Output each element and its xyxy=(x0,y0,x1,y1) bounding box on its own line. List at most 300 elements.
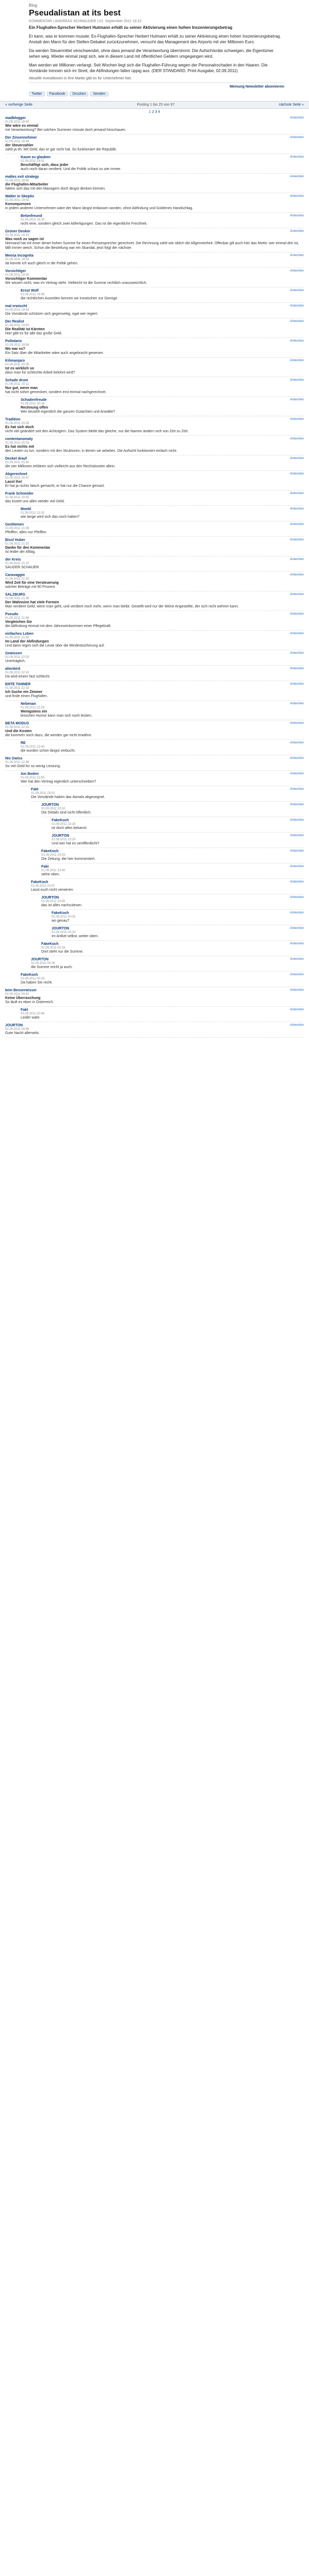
comment-author[interactable]: Gentlemen xyxy=(5,523,24,527)
comment-meta xyxy=(41,942,304,946)
comment-author[interactable]: kein Besserwisser xyxy=(5,989,37,992)
comment-date: 01.09.2011 19:44 xyxy=(5,309,29,312)
comment-meta xyxy=(5,116,304,121)
section-label: Blog xyxy=(29,3,38,8)
print-button[interactable]: Drucken xyxy=(70,92,88,96)
comment-body: wo genau? xyxy=(52,919,70,923)
reply-link[interactable]: Antworten xyxy=(289,850,304,853)
comment-author[interactable]: Der Zinsennehmer xyxy=(5,136,37,140)
comment-author[interactable]: Fakt xyxy=(31,788,39,791)
reply-link[interactable]: Antworten xyxy=(289,788,304,791)
reply-link[interactable]: Antworten xyxy=(289,289,304,292)
comment-meta xyxy=(5,667,304,671)
comment-body: Im Artikel selbst, weiter oben. xyxy=(52,935,99,938)
comment-date: 01.09.2011 19:02 xyxy=(5,199,29,202)
comment xyxy=(31,879,304,894)
comment xyxy=(5,252,304,268)
reply-link[interactable]: Antworten xyxy=(289,379,304,382)
comment-meta xyxy=(52,926,304,931)
comment-date: 01.09.2011 23:40 xyxy=(41,869,66,872)
comment-author[interactable]: Vorsichtiger xyxy=(5,269,26,273)
reply-link[interactable]: Antworten xyxy=(289,214,304,217)
comment-date: 01.09.2011 21:22 xyxy=(5,562,29,565)
comment-author[interactable]: Fakt xyxy=(41,865,49,869)
comment xyxy=(5,720,304,740)
comment-meta xyxy=(5,135,304,140)
comment xyxy=(5,416,304,436)
comment-author[interactable]: JOURTON xyxy=(52,834,70,838)
reply-link[interactable]: Antworten xyxy=(289,973,304,976)
comment-date: 01.09.2011 20:11 xyxy=(5,383,29,386)
reply-link[interactable]: Antworten xyxy=(289,156,304,159)
comment-title: Nur gut, wenn man xyxy=(5,386,38,390)
comment-date: 01.09.2011 20:47 xyxy=(5,477,29,480)
comment-body: Wer bezahlt eigentlich die ganzen Gutachten und Anwälte? xyxy=(21,410,116,414)
comment-title: Was noch zu sagen ist xyxy=(5,238,44,241)
comment xyxy=(41,863,304,879)
comment xyxy=(5,631,304,650)
comment-date: 01.09.2011 23:47 xyxy=(31,885,55,888)
comment-author[interactable]: einfaches Leben xyxy=(5,632,34,636)
comment-author[interactable]: Tradition xyxy=(5,418,21,421)
comment-body: Er hat ja nichts falsch gemacht, er hat nur die Chance genutzt. xyxy=(5,484,105,488)
comment-date: 01.09.2011 21:02 xyxy=(21,512,45,515)
comment-meta xyxy=(5,988,304,993)
reply-link[interactable]: Antworten xyxy=(289,1008,304,1011)
comment-title: Ich Suche ein Zimmer xyxy=(5,690,43,694)
comment-meta xyxy=(5,229,304,234)
comment-meta xyxy=(5,472,304,477)
comment xyxy=(21,506,304,521)
send-button[interactable]: Senden xyxy=(90,92,108,96)
comment-title: Vergleichen Sie xyxy=(5,620,32,624)
comment xyxy=(41,802,304,817)
reply-link[interactable]: Antworten xyxy=(289,304,304,308)
reply-link[interactable]: Antworten xyxy=(289,683,304,686)
reply-link[interactable]: Antworten xyxy=(289,230,304,233)
comment xyxy=(5,303,304,318)
comment-author[interactable]: JOURTON xyxy=(5,1024,23,1027)
comment-body: und finde einen Flughafen. xyxy=(5,694,48,698)
comment xyxy=(21,287,304,303)
comment-body: zahlt ja eh. Mit Geld, das er gar nicht hat. So funktioniert die Republik. xyxy=(5,148,117,151)
comment-author[interactable]: Nebenan xyxy=(21,702,36,706)
reply-link[interactable]: Antworten xyxy=(289,803,304,806)
comment-author[interactable]: Caravaggio xyxy=(5,573,25,577)
comment-author[interactable]: Fakt xyxy=(21,1008,28,1012)
comment xyxy=(5,358,304,377)
comment-body: das kostet uns allen wieder viel Geld. xyxy=(5,500,65,503)
comment-meta xyxy=(41,803,304,807)
reply-link[interactable]: Antworten xyxy=(289,896,304,899)
reply-link[interactable]: Antworten xyxy=(289,819,304,822)
comment-body: Niemand hat mit einer derart hohen Summe für einen Pressesprecher gerechnet. Die Rechnung zahlt wie üblich die Allgemeinheit. Offenbar gilt auch hier das Motto: wer einmal drin ist, fällt immer weich. Schon die Bestellung war ein Skandal, jetzt folgt der nächste. xyxy=(5,242,299,250)
reply-link[interactable]: Antworten xyxy=(289,538,304,541)
comment-body: Pfeiffen, alles nur Pfeiffen. xyxy=(5,531,47,534)
comment-author[interactable]: Betonfreund xyxy=(21,214,42,218)
reply-link[interactable]: Antworten xyxy=(289,320,304,323)
comment-body: SAUDER SCHAUER xyxy=(5,566,39,569)
comment-meta xyxy=(21,741,304,745)
comment xyxy=(52,817,304,833)
comment-author[interactable]: Pollotario xyxy=(5,340,22,343)
comment-author[interactable]: JOURTON xyxy=(31,958,49,961)
comment-date: 02.09.2011 00:03 xyxy=(52,916,76,919)
comment-author[interactable]: Mensa Incognita xyxy=(5,254,34,258)
comment xyxy=(5,436,304,455)
reply-link[interactable]: Antworten xyxy=(289,573,304,577)
comment-author[interactable]: FakeKoch xyxy=(41,942,59,946)
reply-link[interactable]: Antworten xyxy=(289,437,304,440)
comment-author[interactable]: madblogger xyxy=(5,116,26,120)
comment-body: Ein Satz über die Mitarbeiter wäre auch angebracht gewesen. xyxy=(5,351,104,355)
reply-link[interactable]: Antworten xyxy=(289,880,304,884)
comment xyxy=(21,397,304,416)
comment xyxy=(5,455,304,471)
reply-link[interactable]: Antworten xyxy=(289,1024,304,1027)
article-paragraph: Er kann, was er kommen musste: Ex-Flughafen-Sprecher Herbert Hutmann erhält zu seiner Aktivierung einen hohen Inszenierungsbetrag. Anstatt den Mann für den Stellen-Debakel zurückzunehmen, versucht das Management des Airports mit vier Millionen Euro. xyxy=(29,34,281,44)
comment xyxy=(5,755,304,771)
reply-link[interactable]: Antworten xyxy=(289,340,304,343)
comment-date: 01.09.2011 23:02 xyxy=(31,792,55,795)
comment-author[interactable]: Grüner Denker xyxy=(5,230,31,233)
comment-title: Wo war es? xyxy=(5,347,25,351)
comment-author[interactable]: FakeKoch xyxy=(31,880,48,884)
comment xyxy=(5,193,304,213)
comment-title: Wird Zeit für eine Versteuerung xyxy=(5,581,59,585)
comment-date: 02.09.2011 00:26 xyxy=(31,962,55,965)
comment-author[interactable]: Am Boden xyxy=(21,772,39,776)
comment xyxy=(5,228,304,252)
reply-link[interactable]: Antworten xyxy=(289,834,304,837)
comment-title: Keine Überraschung xyxy=(5,996,41,1000)
comment-date: 01.09.2011 18:44 xyxy=(5,140,29,143)
comment-body: In jedem anderen Unternehmen wäre der Mann längst entlassen worden, ohne Abfindung und Goldenen Handschlag. xyxy=(5,207,193,210)
comment-date: 01.09.2011 22:03 xyxy=(5,656,29,659)
article-headline: Pseudalistan at its best xyxy=(29,9,121,18)
comment-date: 01.09.2011 20:40 xyxy=(5,461,29,464)
comment-date: 02.09.2011 00:56 xyxy=(5,1028,29,1031)
comment xyxy=(31,786,304,802)
comment-meta xyxy=(5,557,304,562)
comment-body: die kommen noch dazu, die werden gar nicht erwähnt. xyxy=(5,734,92,737)
reply-link[interactable]: Antworten xyxy=(289,757,304,760)
comment-date: 01.09.2011 23:18 xyxy=(52,823,76,826)
reply-link[interactable]: Antworten xyxy=(289,418,304,421)
reply-link[interactable]: Antworten xyxy=(289,958,304,961)
comment xyxy=(5,521,304,537)
comment-meta xyxy=(5,253,304,258)
comment-date: 01.09.2011 21:09 xyxy=(5,527,29,530)
comment-date: 01.09.2011 21:15 xyxy=(5,543,29,546)
reply-link[interactable]: Antworten xyxy=(289,492,304,495)
comment-meta xyxy=(5,632,304,636)
comment-title: der Steuerzahler xyxy=(5,144,34,147)
comment xyxy=(21,771,304,786)
comment-body: ist doch alles bekannt. xyxy=(52,826,88,830)
comment-body: Dort steht nur die Summe. xyxy=(41,950,84,954)
comment-date: 01.09.2011 22:18 xyxy=(5,687,29,690)
comment-author[interactable]: SALZBURG xyxy=(5,593,25,597)
comment-date: 01.09.2011 19:24 xyxy=(5,258,29,261)
reply-link[interactable]: Antworten xyxy=(289,741,304,744)
comment-title: Der Wahnsinn hat viele Formen xyxy=(5,601,59,604)
comment-date: 01.09.2011 21:46 xyxy=(5,617,29,620)
comment-body: wie lange wird sich das noch halten? xyxy=(21,515,80,519)
share-twitter-button[interactable]: Twitter xyxy=(29,92,45,96)
comment-body: Und dann regen sich die Leute über die Mindestsicherung auf. xyxy=(5,644,105,648)
article xyxy=(0,0,309,99)
comment-date: 01.09.2011 21:38 xyxy=(5,597,29,600)
comment-date: 01.09.2011 18:51 xyxy=(21,160,45,163)
comment-title: Wenigstens ein xyxy=(21,710,47,714)
comment-author[interactable]: Walter in Skeptis xyxy=(5,195,35,198)
comment-author[interactable]: contentanomaly xyxy=(5,437,33,441)
comment-body: So viel Geld für so wenig Leistung. xyxy=(5,765,61,768)
reply-link[interactable]: Antworten xyxy=(289,457,304,460)
comment-title: Wie wäre es einmal xyxy=(5,124,39,128)
comment-title: Beschäftigt sich, dass jeder xyxy=(21,163,69,167)
comment-author[interactable]: JOURTON xyxy=(52,927,70,930)
comment xyxy=(41,848,304,863)
reply-link[interactable]: Antworten xyxy=(289,523,304,526)
comment-date: 01.09.2011 18:40 xyxy=(5,121,29,124)
comment xyxy=(41,941,304,956)
comment-author[interactable]: JOURTON xyxy=(41,803,59,807)
comment-meta xyxy=(21,214,304,218)
comment-body: bisschen Humor kann man sich noch leisten. xyxy=(21,714,92,718)
comment-title: Danke für den Kommentar xyxy=(5,546,51,550)
comment-date: 02.09.2011 00:33 xyxy=(21,977,45,980)
reply-link[interactable]: Antworten xyxy=(289,136,304,139)
comment-author[interactable]: Kaum zu glauben xyxy=(21,156,51,159)
comment-meta xyxy=(5,538,304,543)
reply-link[interactable]: Antworten xyxy=(289,865,304,868)
comment-title: Im Land der Abfindungen xyxy=(5,640,49,643)
comment-author[interactable]: FakeKoch xyxy=(21,973,38,977)
comment xyxy=(5,611,304,631)
comment-author[interactable]: Ernst Wolf xyxy=(21,289,39,293)
comment-meta xyxy=(52,818,304,823)
posting-count: Posting 1 bis 25 von 97 xyxy=(137,103,175,107)
comment xyxy=(21,972,304,987)
comment-author[interactable]: Frank Schneider xyxy=(5,492,34,496)
reply-link[interactable]: Antworten xyxy=(289,942,304,945)
reply-link[interactable]: Antworten xyxy=(289,702,304,705)
comment-meta xyxy=(5,304,304,309)
reply-link[interactable]: Antworten xyxy=(289,116,304,120)
comment-meta xyxy=(5,456,304,461)
comment-date: 01.09.2011 22:25 xyxy=(21,706,45,709)
reply-link[interactable]: Antworten xyxy=(289,927,304,930)
reply-link[interactable]: Antworten xyxy=(289,175,304,178)
comment-author[interactable]: Bissl Huber xyxy=(5,538,25,542)
comment-author[interactable]: der Kreis xyxy=(5,558,21,562)
comment-meta xyxy=(5,378,304,383)
comment-body: da könnte ich auch gleich in die Politik gehen. xyxy=(5,262,78,265)
comment-body: die wurden schon längst verbucht. xyxy=(21,749,76,753)
comment-title: Die Realität ist Kärnten xyxy=(5,328,45,331)
comment-body: So läuft es eben in Österreich. xyxy=(5,1001,54,1004)
comment-author[interactable]: Schade drum xyxy=(5,379,28,382)
comment xyxy=(41,894,304,910)
reply-link[interactable]: Antworten xyxy=(289,632,304,635)
comment xyxy=(5,556,304,572)
reply-link[interactable]: Antworten xyxy=(289,772,304,775)
comment-body: die rechtlichen Ausreden kennen wir inzwischen zur Genüge. xyxy=(21,297,119,300)
reply-link[interactable]: Antworten xyxy=(289,558,304,561)
comment xyxy=(5,490,304,506)
comment-author[interactable]: ENTE TANNER xyxy=(5,683,31,686)
comment-date: 01.09.2011 21:55 xyxy=(5,636,29,639)
article-paragraph: Man werden wir Millionen verlangt. Seit Wochen liegt sich die Flughafen-Führung wegen der Personalrochaden in den Haaren. Die Vorstände trennen sich im Streit, die Abfindungen fallen üppig aus. (DER STANDARD, Print-Ausgabe, 02.09.2011) xyxy=(29,63,268,73)
comment-meta xyxy=(5,573,304,578)
comment xyxy=(5,471,304,490)
comment xyxy=(21,740,304,755)
comment xyxy=(5,591,304,611)
comment-body: Hier gibt es für alle das große Geld. xyxy=(5,332,62,335)
comment-date: 01.09.2011 23:25 xyxy=(52,838,76,841)
comment-body: ist leider der Alltag. xyxy=(5,550,36,554)
comment xyxy=(52,925,304,941)
comment-body: Unerträglich. xyxy=(5,659,26,663)
reply-link[interactable]: Antworten xyxy=(289,613,304,616)
comment-title: Rechnung offen xyxy=(21,406,48,410)
comment-title: Es hat sich doch xyxy=(5,426,34,429)
comment-author[interactable]: Deckel drauf xyxy=(5,457,27,461)
comment-author[interactable]: mal erwischt xyxy=(5,304,27,308)
reply-link[interactable]: Antworten xyxy=(289,269,304,273)
comment-body: siehe oben. xyxy=(41,873,60,876)
comment-author[interactable]: FakeKoch xyxy=(41,850,59,853)
comment-author[interactable]: Schadenfreude xyxy=(21,398,47,402)
comment-title: Ist es wirklich so xyxy=(5,367,35,370)
newsletter-link[interactable]: Meinung Newsletter abonnieren xyxy=(29,82,284,90)
reply-link[interactable]: Antworten xyxy=(289,472,304,476)
reply-link[interactable]: Antworten xyxy=(289,593,304,596)
comment xyxy=(21,701,304,720)
comment-body: hätten sich das mit den Managern doch längst denken können. xyxy=(5,187,106,191)
comment xyxy=(5,1022,304,1038)
comment-author[interactable]: Abgerechnet xyxy=(5,472,27,476)
comment-meta xyxy=(21,507,304,512)
comment xyxy=(52,833,304,848)
comment-body: Da wird einem fast schlecht. xyxy=(5,675,51,679)
reply-link[interactable]: Antworten xyxy=(289,254,304,257)
comment-author[interactable]: RE xyxy=(21,741,26,745)
comment-body: Die Zeitung, die hier kommentiert. xyxy=(41,857,96,861)
reply-link[interactable]: Antworten xyxy=(289,398,304,401)
comment xyxy=(5,174,304,193)
comment-author[interactable]: Gewissen xyxy=(5,652,22,655)
reply-link[interactable]: Antworten xyxy=(289,195,304,198)
comment-date: 02.09.2011 00:41 xyxy=(5,993,29,996)
share-facebook-button[interactable]: Facebook xyxy=(47,92,68,96)
comment-date: 01.09.2011 19:10 xyxy=(21,218,45,222)
comment-meta xyxy=(5,651,304,656)
comment-body: die vier Millionen erklären sich vielleicht aus den Rechtskosten allein. xyxy=(5,465,116,468)
comment-meta xyxy=(5,682,304,687)
comment-body: Die Details sind nicht öffentlich. xyxy=(41,811,92,815)
comment-date: 01.09.2011 23:55 xyxy=(41,900,66,903)
comment-date: 02.09.2011 00:48 xyxy=(21,1012,45,1015)
comment-title: die Flughafen-Mitarbeiter xyxy=(5,183,48,187)
comment-body: auch noch daran verdient. Und die Politik schaut zu wie immer. xyxy=(21,167,121,171)
comment-pager xyxy=(0,101,309,109)
comment-meta xyxy=(5,269,304,274)
comment-date: 01.09.2011 20:18 xyxy=(21,402,45,405)
comment-list xyxy=(0,115,309,1038)
comment-body: Die Vorstände haben das damals abgesegnet. xyxy=(31,795,105,799)
comment-body: den Leuten zu tun, sondern mit den Strukturen, in denen sie arbeiten. Die Aufsicht funktioniert einfach nicht. xyxy=(5,449,177,453)
comment xyxy=(5,650,304,666)
comment-author[interactable]: maltes exit strategy xyxy=(5,175,39,179)
article-byline: KOMMENTAR | ANDREAS SCHNAUDER | 01. September 2011 18:22 xyxy=(29,20,142,23)
page-numbers[interactable]: 1 2 3 4 xyxy=(149,110,160,114)
reply-link[interactable]: Antworten xyxy=(289,652,304,655)
comment xyxy=(21,1007,304,1022)
comment-body: Die Vorstände schützen sich gegenseitig, egal wer regiert. xyxy=(5,312,99,316)
comment-meta xyxy=(5,319,304,324)
comment-meta xyxy=(21,702,304,706)
comment-meta xyxy=(5,417,304,422)
comment-body: die Abfindung einmal mit dem Jahreseinkommen einer Pflegekraft. xyxy=(5,624,111,628)
comment-body: Man verdient Geld, wenn man geht, und verdient noch mehr, wenn man bleibt. Gestellt wird nur der kleine Angestellte, der sich nicht wehren kann. xyxy=(5,605,239,608)
comment-title: Und die Kosten xyxy=(5,730,32,733)
comment xyxy=(5,268,304,287)
reply-link[interactable]: Antworten xyxy=(289,507,304,511)
comment-author[interactable]: JOURTON xyxy=(41,896,59,900)
comment-author[interactable]: alienbird xyxy=(5,667,21,671)
comment-meta xyxy=(21,772,304,776)
comment-meta xyxy=(31,880,304,885)
comment xyxy=(52,910,304,925)
share-row xyxy=(29,90,284,97)
comment-meta xyxy=(52,834,304,838)
reply-link[interactable]: Antworten xyxy=(289,359,304,362)
comment-date: 01.09.2011 19:30 xyxy=(5,274,29,277)
comment-author[interactable]: FakeKoch xyxy=(52,819,69,822)
comment-date: 02.09.2011 00:10 xyxy=(52,931,76,934)
comment-meta xyxy=(5,437,304,442)
comment-author[interactable]: Pseudo xyxy=(5,613,19,616)
comment-author[interactable]: Der Realist xyxy=(5,320,24,324)
comment xyxy=(5,115,304,134)
comment-body: solcher Beträge mit 90 Prozent. xyxy=(5,585,56,589)
comment-date: 01.09.2011 18:55 xyxy=(5,179,29,182)
comment-author[interactable]: BETA MODUS xyxy=(5,722,29,725)
reply-link[interactable]: Antworten xyxy=(289,989,304,992)
comment-title: Vorsichtiger Kommentar xyxy=(5,277,47,281)
reply-link[interactable]: Antworten xyxy=(289,667,304,670)
next-page-link[interactable]: nächste Seite » xyxy=(279,103,304,107)
comment-author[interactable]: Moebl xyxy=(21,507,31,511)
comment xyxy=(5,572,304,591)
comment xyxy=(5,377,304,397)
comment-date: 01.09.2011 20:55 xyxy=(5,496,29,499)
comment-meta xyxy=(5,756,304,761)
comment-meta xyxy=(21,973,304,977)
article-notice[interactable]: Aktuelle Investitionen in Ihre Marke gibt es für Unternehmer hier. xyxy=(29,77,132,80)
reply-link[interactable]: Antworten xyxy=(289,722,304,725)
comment-author[interactable]: Kilimanjaro xyxy=(5,359,25,363)
reply-link[interactable]: Antworten xyxy=(289,911,304,914)
comment-meta xyxy=(21,155,304,160)
comment-author[interactable]: FakeKoch xyxy=(52,911,69,915)
comment-meta xyxy=(5,721,304,726)
prev-page-link[interactable]: « vorherige Seite xyxy=(5,103,32,107)
comment-author[interactable]: Nix Gwiss xyxy=(5,757,23,760)
